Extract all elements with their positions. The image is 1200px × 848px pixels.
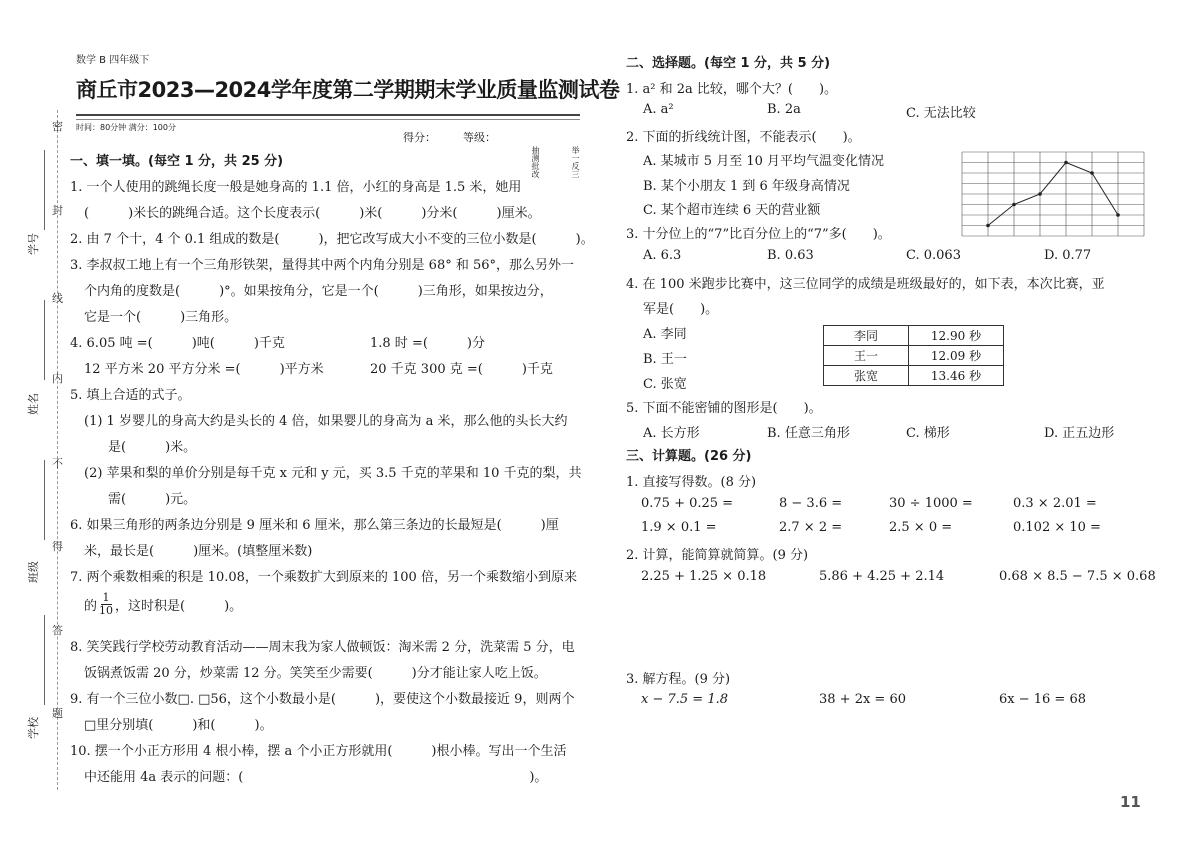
class-label: 班级 xyxy=(27,561,40,583)
binding-char: 封 xyxy=(52,204,63,217)
side-note-grading: 抽测批改 xyxy=(531,146,540,178)
calc-item: 2.5 × 0 = xyxy=(889,520,953,535)
runner-name: 张宽 xyxy=(824,366,909,386)
title-rule-thin xyxy=(76,119,580,120)
q6-line1: 6. 如果三角形的两条边分别是 9 厘米和 6 厘米，那么第三条边的长最短是( )厘 xyxy=(70,518,559,533)
q3-line2: 个内角的度数是( )°。如果按角分，它是一个( )三角形，如果按边分， xyxy=(84,284,553,299)
section2-heading: 二、选择题。(每空 1 分，共 5 分) xyxy=(626,56,831,71)
s2-q4-line1: 4. 在 100 米跑步比赛中，这三位同学的成绩是班级最好的，如下表，本次比赛，亚 xyxy=(626,277,1105,292)
s2-q1-opt-b: B. 2a xyxy=(767,102,801,117)
q10-line1: 10. 摆一个小正方形用 4 根小棒，摆 a 个小正方形就用( )根小棒。写出一个生活 xyxy=(70,744,567,759)
runner-time: 13.46 秒 xyxy=(909,366,1004,386)
s2-q5-opt-c: C. 梯形 xyxy=(906,426,950,441)
school-line xyxy=(44,615,45,705)
q7-fraction xyxy=(99,592,113,617)
s2-q2-opt-c: C. 某个超市连续 6 天的营业额 xyxy=(643,203,821,218)
title-rule xyxy=(76,114,580,116)
q5-2-line2: 需( )元。 xyxy=(108,492,197,507)
runner-time: 12.90 秒 xyxy=(909,326,1004,346)
runner-name: 王一 xyxy=(824,346,909,366)
score-label: 得分： xyxy=(403,131,436,144)
s2-q4-opt-c: C. 张宽 xyxy=(643,377,687,392)
s2-q4-opt-b: B. 王一 xyxy=(643,352,687,367)
class-line xyxy=(44,460,45,540)
q10-line2: 中还能用 4a 表示的问题：( )。 xyxy=(84,770,548,785)
binding-char: 线 xyxy=(52,292,63,305)
q7-frac-den: 10 xyxy=(99,604,114,617)
chart-point xyxy=(986,224,990,228)
chart-point xyxy=(1012,203,1016,207)
q8-line1: 8. 笑笑践行学校劳动教育活动——周末我为家人做顿饭：淘米需 2 分，洗菜需 5 分，电 xyxy=(70,640,575,655)
chart-point xyxy=(1064,161,1068,165)
section3-heading: 三、计算题。(26 分) xyxy=(626,449,752,464)
simplify-item: 2.25 + 1.25 × 0.18 xyxy=(641,569,767,584)
chart-point xyxy=(1038,192,1042,196)
q1-line1: 1. 一个人使用的跳绳长度一般是她身高的 1.1 倍，小红的身高是 1.5 米，她用 xyxy=(70,180,522,195)
q7-frac-num: 1 xyxy=(102,591,110,604)
id-line xyxy=(44,150,45,230)
s2-q5-text: 5. 下面不能密铺的图形是( )。 xyxy=(626,401,822,416)
section1-heading: 一、填一填。(每空 1 分，共 25 分) xyxy=(70,154,284,169)
binding-char: 内 xyxy=(52,372,63,385)
s2-q3-opt-c: C. 0.063 xyxy=(906,248,961,263)
q4-item-a: 4. 6.05 吨 =( )吨( )千克 xyxy=(70,336,285,351)
s3-q1-text: 1. 直接写得数。(8 分) xyxy=(626,475,757,490)
binding-char: 答 xyxy=(52,624,63,637)
simplify-item: 0.68 × 8.5 − 7.5 × 0.68 xyxy=(999,569,1156,584)
simplify-item: 5.86 + 4.25 + 2.14 xyxy=(819,569,945,584)
s2-q2-opt-a: A. 某城市 5 月至 10 月平均气温变化情况 xyxy=(643,154,884,169)
q9-line2: □里分别填( )和( )。 xyxy=(84,718,273,733)
binding-char: 不 xyxy=(52,457,63,470)
race-results-table xyxy=(823,325,1004,386)
s2-q3-opt-b: B. 0.63 xyxy=(767,248,814,263)
q7-line2 xyxy=(84,592,242,617)
q8-line2: 饭锅煮饭需 20 分，炒菜需 12 分。笑笑至少需要( )分才能让家人吃上饭。 xyxy=(84,666,547,681)
s2-q2-text: 2. 下面的折线统计图，不能表示( )。 xyxy=(626,130,861,145)
q5-1-line1: (1) 1 岁婴儿的身高大约是头长的 4 倍，如果婴儿的身高为 a 米，那么他的头长大约 xyxy=(84,414,568,429)
s2-q3-opt-d: D. 0.77 xyxy=(1044,248,1092,263)
s2-q4-opt-a: A. 李同 xyxy=(643,327,687,342)
q7-suffix: ，这时积是( )。 xyxy=(115,599,243,614)
q3-line3: 它是一个( )三角形。 xyxy=(84,310,238,325)
q1-line2: ( )米长的跳绳合适。这个长度表示( )米( )分米( )厘米。 xyxy=(84,206,541,221)
s2-q1-opt-a: A. a² xyxy=(643,102,674,117)
calc-item: 30 ÷ 1000 = xyxy=(889,496,973,511)
q7-line1: 7. 两个乘数相乘的积是 10.08，一个乘数扩大到原来的 100 倍，另一个乘数缩小到原来 xyxy=(70,570,577,585)
binding-char: 题 xyxy=(52,707,63,720)
s2-q3-text: 3. 十分位上的“7”比百分位上的“7”多( )。 xyxy=(626,227,891,242)
level-label: 等级： xyxy=(463,131,496,144)
subject-label: 数学 B 四年级下 xyxy=(76,55,150,66)
binding-char: 密 xyxy=(52,120,63,133)
table-row xyxy=(824,366,1004,386)
s2-q3-opt-a: A. 6.3 xyxy=(643,248,682,263)
name-label: 姓名 xyxy=(27,393,40,415)
q6-line2: 米，最长是( )厘米。(填整厘米数) xyxy=(84,544,313,559)
q5-2-line1: (2) 苹果和梨的单价分别是每千克 x 元和 y 元，买 3.5 千克的苹果和 10 千克的梨，共 xyxy=(84,466,582,481)
line-chart xyxy=(958,150,1148,240)
s2-q1-opt-c: C. 无法比较 xyxy=(906,106,976,121)
chart-point xyxy=(1090,171,1094,175)
equation-item: 6x − 16 = 68 xyxy=(999,692,1087,707)
calc-item: 0.3 × 2.01 = xyxy=(1013,496,1097,511)
q9-line1: 9. 有一个三位小数□. □56，这个小数最小是( )，要使这个小数最接近 9，则两个 xyxy=(70,692,575,707)
runner-name: 李同 xyxy=(824,326,909,346)
time-info: 时间：80分钟 满分：100分 xyxy=(76,123,176,132)
q4-item-c: 12 平方米 20 平方分米 =( )平方米 xyxy=(84,362,324,377)
table-row xyxy=(824,326,1004,346)
student-id-label: 学号 xyxy=(27,233,40,255)
calc-item: 0.102 × 10 = xyxy=(1013,520,1101,535)
s2-q4-line2: 军是( )。 xyxy=(643,302,719,317)
chart-point xyxy=(1116,213,1120,217)
equation-item: x − 7.5 = 1.8 xyxy=(641,692,728,707)
binding-char: 得 xyxy=(52,540,63,553)
name-line xyxy=(44,300,45,380)
s3-q3-text: 3. 解方程。(9 分) xyxy=(626,672,731,687)
q4-item-b: 1.8 时 =( )分 xyxy=(370,336,485,351)
calc-item: 0.75 + 0.25 = xyxy=(641,496,734,511)
q7-prefix: 的 xyxy=(84,599,98,614)
s2-q5-opt-a: A. 长方形 xyxy=(643,426,700,441)
q5-text: 5. 填上合适的式子。 xyxy=(70,388,191,403)
calc-item: 2.7 × 2 = xyxy=(779,520,843,535)
calc-item: 8 − 3.6 = xyxy=(779,496,843,511)
calc-item: 1.9 × 0.1 = xyxy=(641,520,717,535)
equation-item: 38 + 2x = 60 xyxy=(819,692,907,707)
runner-time: 12.09 秒 xyxy=(909,346,1004,366)
s2-q1-text: 1. a² 和 2a 比较，哪个大？( )。 xyxy=(626,82,838,97)
school-label: 学校 xyxy=(27,717,40,739)
side-note-practice: 举一反三 xyxy=(571,146,580,178)
chart-grid xyxy=(962,152,1144,236)
s3-q2-text: 2. 计算，能简算就简算。(9 分) xyxy=(626,548,809,563)
s2-q5-opt-b: B. 任意三角形 xyxy=(767,426,850,441)
exam-title: 商丘市2023—2024学年度第二学期期末学业质量监测试卷 xyxy=(76,78,620,102)
page-number: 11 xyxy=(1120,793,1141,811)
s2-q5-opt-d: D. 正五边形 xyxy=(1044,426,1115,441)
s2-q2-opt-b: B. 某个小朋友 1 到 6 年级身高情况 xyxy=(643,179,850,194)
table-row xyxy=(824,346,1004,366)
q3-line1: 3. 李叔叔工地上有一个三角形铁架，量得其中两个内角分别是 68° 和 56°，那么另外一 xyxy=(70,258,575,273)
q5-1-line2: 是( )米。 xyxy=(108,440,197,455)
q2-text: 2. 由 7 个十，4 个 0.1 组成的数是( )，把它改写成大小不变的三位小数是( )。 xyxy=(70,232,594,247)
q4-item-d: 20 千克 300 克 =( )千克 xyxy=(370,362,553,377)
